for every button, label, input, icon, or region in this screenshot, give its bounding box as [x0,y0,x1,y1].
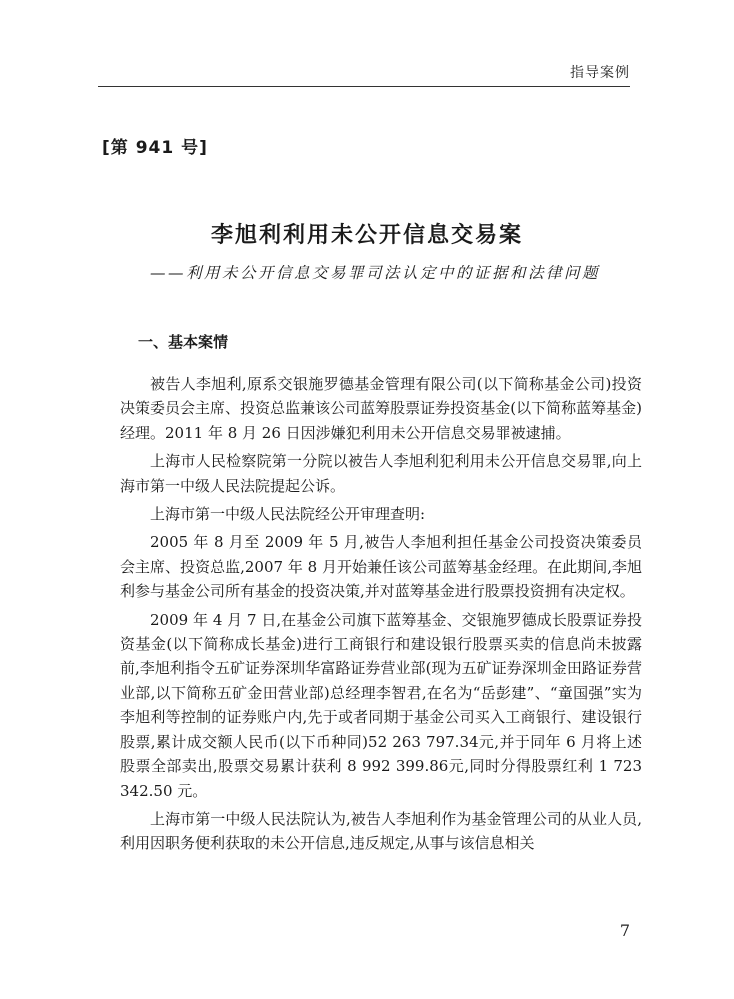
case-subtitle: ——利用未公开信息交易罪司法认定中的证据和法律问题 [150,264,601,282]
paragraph: 2005 年 8 月至 2009 年 5 月,被告人李旭利担任基金公司投资决策委员会主席、投资总监,2007 年 8 月开始兼任该公司蓝筹基金经理。在此期间,李旭利参与基金公司所有基金的投资决策,并对蓝筹基金进行股票投资拥有决定权。 [120,533,642,601]
paragraph: 被告人李旭利,原系交银施罗德基金管理有限公司(以下简称基金公司)投资决策委员会主席、投资总监兼该公司蓝筹股票证券投资基金(以下简称蓝筹基金)经理。2011 年 8 月 26 日因涉嫌犯利用未公开信息交易罪被逮捕。 [120,375,642,442]
page-number: 7 [619,921,630,940]
running-header: 指导案例 [570,65,630,81]
paragraph: 上海市第一中级人民法院认为,被告人李旭利作为基金管理公司的从业人员,利用因职务便利获取的未公开信息,违反规定,从事与该信息相关 [120,809,642,853]
body-text [120,372,642,860]
case-title: 李旭利利用未公开信息交易案 [210,223,523,248]
case-number: [第 941 号] [102,138,208,158]
header-rule [98,86,630,87]
section-heading: 一、基本案情 [138,333,229,351]
paragraph: 上海市第一中级人民法院经公开审理查明: [150,505,426,524]
paragraph: 2009 年 4 月 7 日,在基金公司旗下蓝筹基金、交银施罗德成长股票证券投资基金(以下简称成长基金)进行工商银行和建设银行股票买卖的信息尚未披露前,李旭利指令五矿证券深圳华富路证券营业部(现为五矿证券深圳金田路证券营业部,以下简称五矿金田营业部)总经理李智君,在名为“岳彭建”、“童国强”实为李旭利等控制的证券账户内,先于或者同期于基金公司买入工商银行、建设银行股票,累计成交额人民币(以下币种同)52 263 797.34元,并于同年 6 月将上述股票全部卖出,股票交易累计获利 8 992 399.86元,同时分得股票红利 1 723 342.50 元。 [120,610,642,800]
paragraph: 上海市人民检察院第一分院以被告人李旭利犯利用未公开信息交易罪,向上海市第一中级人民法院提起公诉。 [120,452,642,495]
